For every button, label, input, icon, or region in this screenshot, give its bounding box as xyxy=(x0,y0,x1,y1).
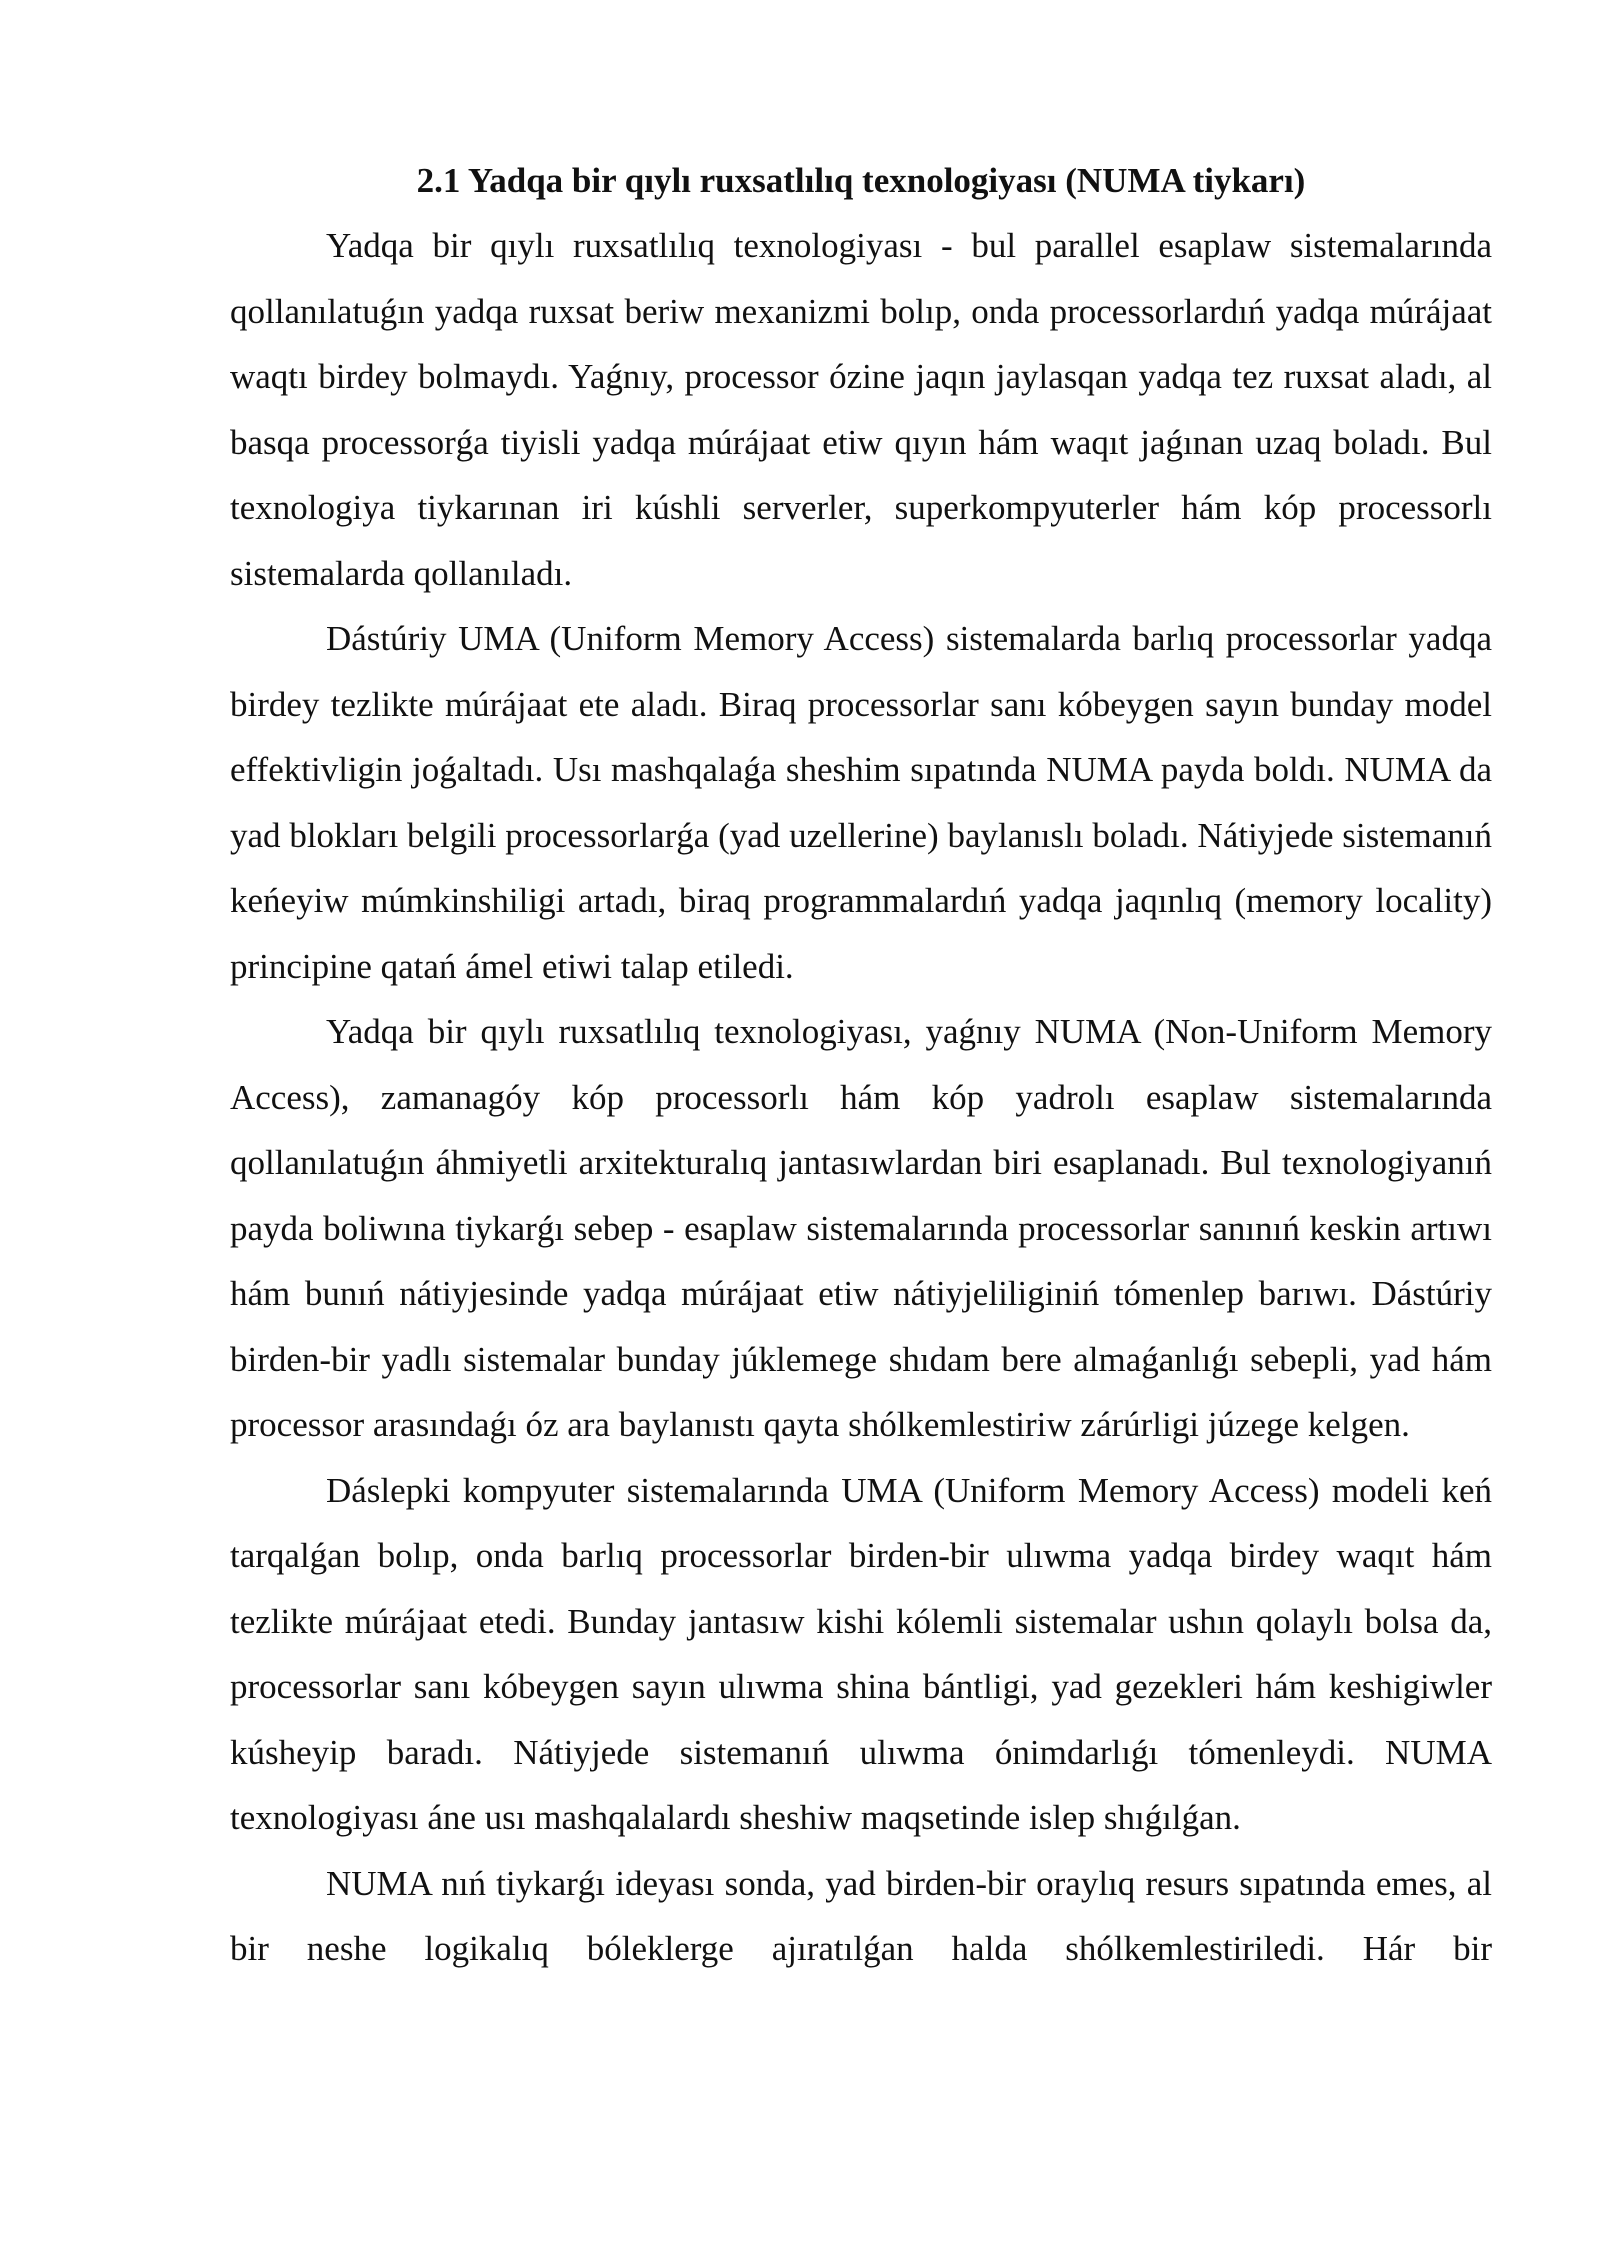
section-heading: 2.1 Yadqa bir qıylı ruxsatlılıq texnologiyası (NUMA tiykarı) xyxy=(416,161,1306,200)
paragraph-5: NUMA nıń tiykarǵı ideyası sonda, yad birden-bir oraylıq resurs sıpatında emes, al bir neshe logikalıq bóleklerge ajıratılǵan halda shólkemlestiriledi. Hár bir xyxy=(230,1863,1492,1968)
paragraph-3: Yadqa bir qıylı ruxsatlılıq texnologiyası, yaǵnıy NUMA (Non-Uniform Memory Access), zamanagóy kóp processorlı hám kóp yadrolı esaplaw sistemalarında qollanılatuǵın áhmiyetli arxitekturalıq jantasıwlardan biri esaplanadı. Bul texnologiyanıń payda boliwına tiykarǵı sebep - esaplaw sistemalarında processorlar sanınıń keskin artıwı hám bunıń nátiyjesinde yadqa múrájaat etiw nátiyjeliliginiń tómenlep barıwı. Dástúriy birden-bir yadlı sistemalar bunday júklemege shıdam bere almaǵanlıǵı sebepli, yad hám processor arasındaǵı óz ara baylanıstı qayta shólkemlestiriw zárúrligi júzege kelgen. xyxy=(230,1012,1492,1444)
paragraph-1: Yadqa bir qıylı ruxsatlılıq texnologiyası - bul parallel esaplaw sistemalarında qollanılatuǵın yadqa ruxsat beriw mexanizmi bolıp, onda processorlardıń yadqa múrájaat waqtı birdey bolmaydı. Yaǵnıy, processor ózine jaqın jaylasqan yadqa tez ruxsat aladı, al basqa processorǵa tiyisli yadqa múrájaat etiw qıyın hám waqıt jaǵınan uzaq boladı. Bul texnologiya tiykarınan iri kúshli serverler, superkompyuterler hám kóp processorlı sistemalarda qollanıladı. xyxy=(230,226,1492,593)
paragraph-4: Dáslepki kompyuter sistemalarında UMA (Uniform Memory Access) modeli keń tarqalǵan bolıp, onda barlıq processorlar birden-bir ulıwma yadqa birdey waqıt hám tezlikte múrájaat etedi. Bunday jantasıw kishi kólemli sistemalar ushın qolaylı bolsa da, processorlar sanı kóbeygen sayın ulıwma shina bántligi, yad gezekleri hám keshigiwler kúsheyip baradı. Nátiyjede sistemanıń ulıwma ónimdarlıǵı tómenleydi. NUMA texnologiyası áne usı mashqalalardı sheshiw maqsetinde islep shıǵılǵan. xyxy=(230,1470,1492,1837)
document-body xyxy=(230,148,1492,1982)
paragraph-2: Dástúriy UMA (Uniform Memory Access) sistemalarda barlıq processorlar yadqa birdey tezlikte múrájaat ete aladı. Biraq processorlar sanı kóbeygen sayın bunday model effektivligin joǵaltadı. Usı mashqalaǵa sheshim sıpatında NUMA payda boldı. NUMA da yad blokları belgili processorlarǵa (yad uzellerine) baylanıslı boladı. Nátiyjede sistemanıń keńeyiw múmkinshiligi artadı, biraq programmalardıń yadqa jaqınlıq (memory locality) principine qatań ámel etiwi talap etiledi. xyxy=(230,619,1492,986)
